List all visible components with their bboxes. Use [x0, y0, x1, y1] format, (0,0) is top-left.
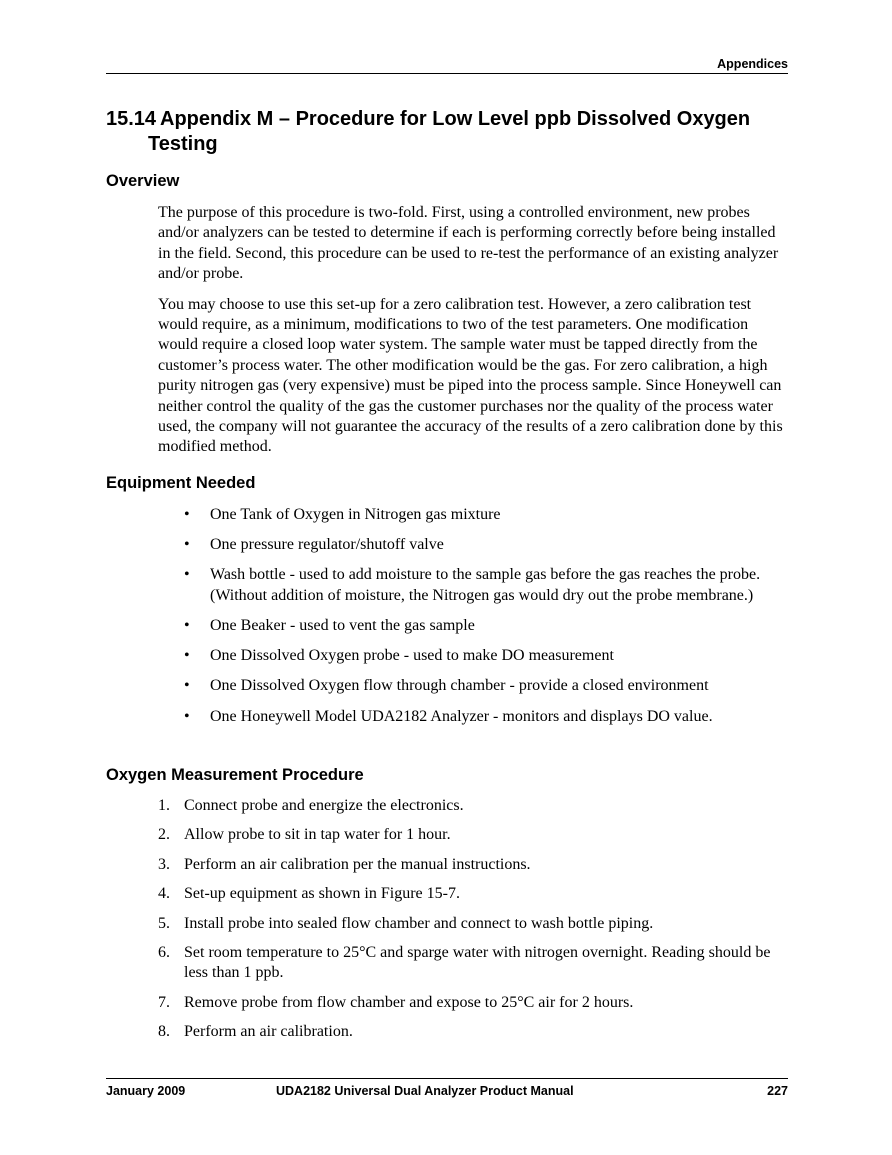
equipment-heading: Equipment Needed	[106, 474, 256, 492]
overview-body	[158, 203, 790, 468]
step-number: 1.	[158, 797, 170, 814]
procedure-step	[158, 796, 788, 816]
section-title-line-2: Testing	[148, 133, 218, 155]
equipment-item	[184, 505, 788, 525]
step-text: Perform an air calibration per the manual instructions.	[184, 855, 531, 873]
bullet-icon: •	[184, 506, 190, 523]
procedure-step	[158, 1022, 788, 1042]
equipment-item-text: One Beaker - used to vent the gas sample	[210, 617, 475, 635]
procedure-step	[158, 825, 788, 845]
equipment-item	[184, 535, 788, 555]
equipment-item	[184, 646, 788, 666]
page-number: 227	[767, 1084, 788, 1098]
step-text: Install probe into sealed flow chamber and connect to wash bottle piping.	[184, 914, 654, 932]
step-number: 2.	[158, 826, 170, 844]
step-number: 5.	[158, 914, 170, 932]
bullet-icon: •	[184, 566, 190, 584]
procedure-step	[158, 914, 788, 934]
step-number: 7.	[158, 993, 170, 1011]
step-text: Connect probe and energize the electronics.	[184, 797, 464, 814]
step-number: 4.	[158, 885, 170, 903]
procedure-steps	[158, 796, 788, 1052]
procedure-step	[158, 993, 788, 1013]
procedure-heading: Oxygen Measurement Procedure	[106, 766, 364, 784]
overview-paragraph: The purpose of this procedure is two-fold. First, using a controlled environment, new probes and/or analyzers can be tested to determine if each is performing correctly before being installed in the field. Second, this procedure can be used to re-test the performance of an existing analyzer and/or probe.	[158, 204, 779, 283]
step-text: Set room temperature to 25°C and sparge water with nitrogen overnight. Reading should be less than 1 ppb.	[184, 944, 771, 982]
equipment-item	[184, 676, 788, 696]
page-footer	[106, 1078, 788, 1101]
bullet-icon: •	[184, 677, 190, 695]
equipment-item-text: One Dissolved Oxygen flow through chamber - provide a closed environment	[210, 677, 709, 695]
procedure-step	[158, 943, 788, 984]
procedure-step	[158, 855, 788, 875]
step-text: Perform an air calibration.	[184, 1023, 353, 1041]
equipment-list	[184, 505, 788, 737]
bullet-icon: •	[184, 707, 190, 725]
equipment-item-text: One pressure regulator/shutoff valve	[210, 536, 444, 554]
step-text: Set-up equipment as shown in Figure 15-7.	[184, 885, 460, 903]
overview-paragraph: You may choose to use this set-up for a zero calibration test. However, a zero calibration test would require, as a minimum, modifications to two of the test parameters. One modification would require a closed loop water system. The sample water must be tapped directly from the customer’s process water. The other modification would be the gas. For zero calibration, a high purity nitrogen gas (very expensive) must be piped into the process sample. Since Honeywell can neither control the quality of the gas the customer purchases nor the quality of the process water used, the company will not guarantee the accuracy of the results of a zero calibration done by this modified method.	[158, 295, 783, 456]
section-number: 15.14	[106, 108, 157, 130]
footer-date: January 2009	[106, 1084, 186, 1098]
bullet-icon: •	[184, 647, 190, 665]
equipment-item-text: One Dissolved Oxygen probe - used to make DO measurement	[210, 647, 614, 665]
bullet-icon: •	[184, 536, 190, 554]
equipment-item	[184, 565, 788, 606]
equipment-item	[184, 707, 788, 727]
footer-manual-title: UDA2182 Universal Dual Analyzer Product Manual	[276, 1084, 574, 1098]
running-header: Appendices	[106, 57, 788, 74]
section-title	[106, 107, 796, 157]
step-number: 8.	[158, 1023, 170, 1041]
step-number: 6.	[158, 944, 170, 962]
bullet-icon: •	[184, 617, 190, 635]
equipment-item-text: Wash bottle - used to add moisture to the sample gas before the gas reaches the probe. (Without addition of moisture, the Nitrogen gas would dry out the probe membrane.)	[210, 566, 761, 604]
procedure-step	[158, 884, 788, 904]
step-text: Remove probe from flow chamber and expose to 25°C air for 2 hours.	[184, 993, 634, 1011]
section-title-line-1: Appendix M – Procedure for Low Level ppb Dissolved Oxygen	[160, 108, 751, 130]
step-number: 3.	[158, 855, 170, 873]
equipment-item	[184, 616, 788, 636]
equipment-item-text: One Tank of Oxygen in Nitrogen gas mixture	[210, 506, 501, 523]
overview-heading: Overview	[106, 172, 180, 190]
step-text: Allow probe to sit in tap water for 1 hour.	[184, 826, 451, 844]
equipment-item-text: One Honeywell Model UDA2182 Analyzer - monitors and displays DO value.	[210, 707, 713, 725]
